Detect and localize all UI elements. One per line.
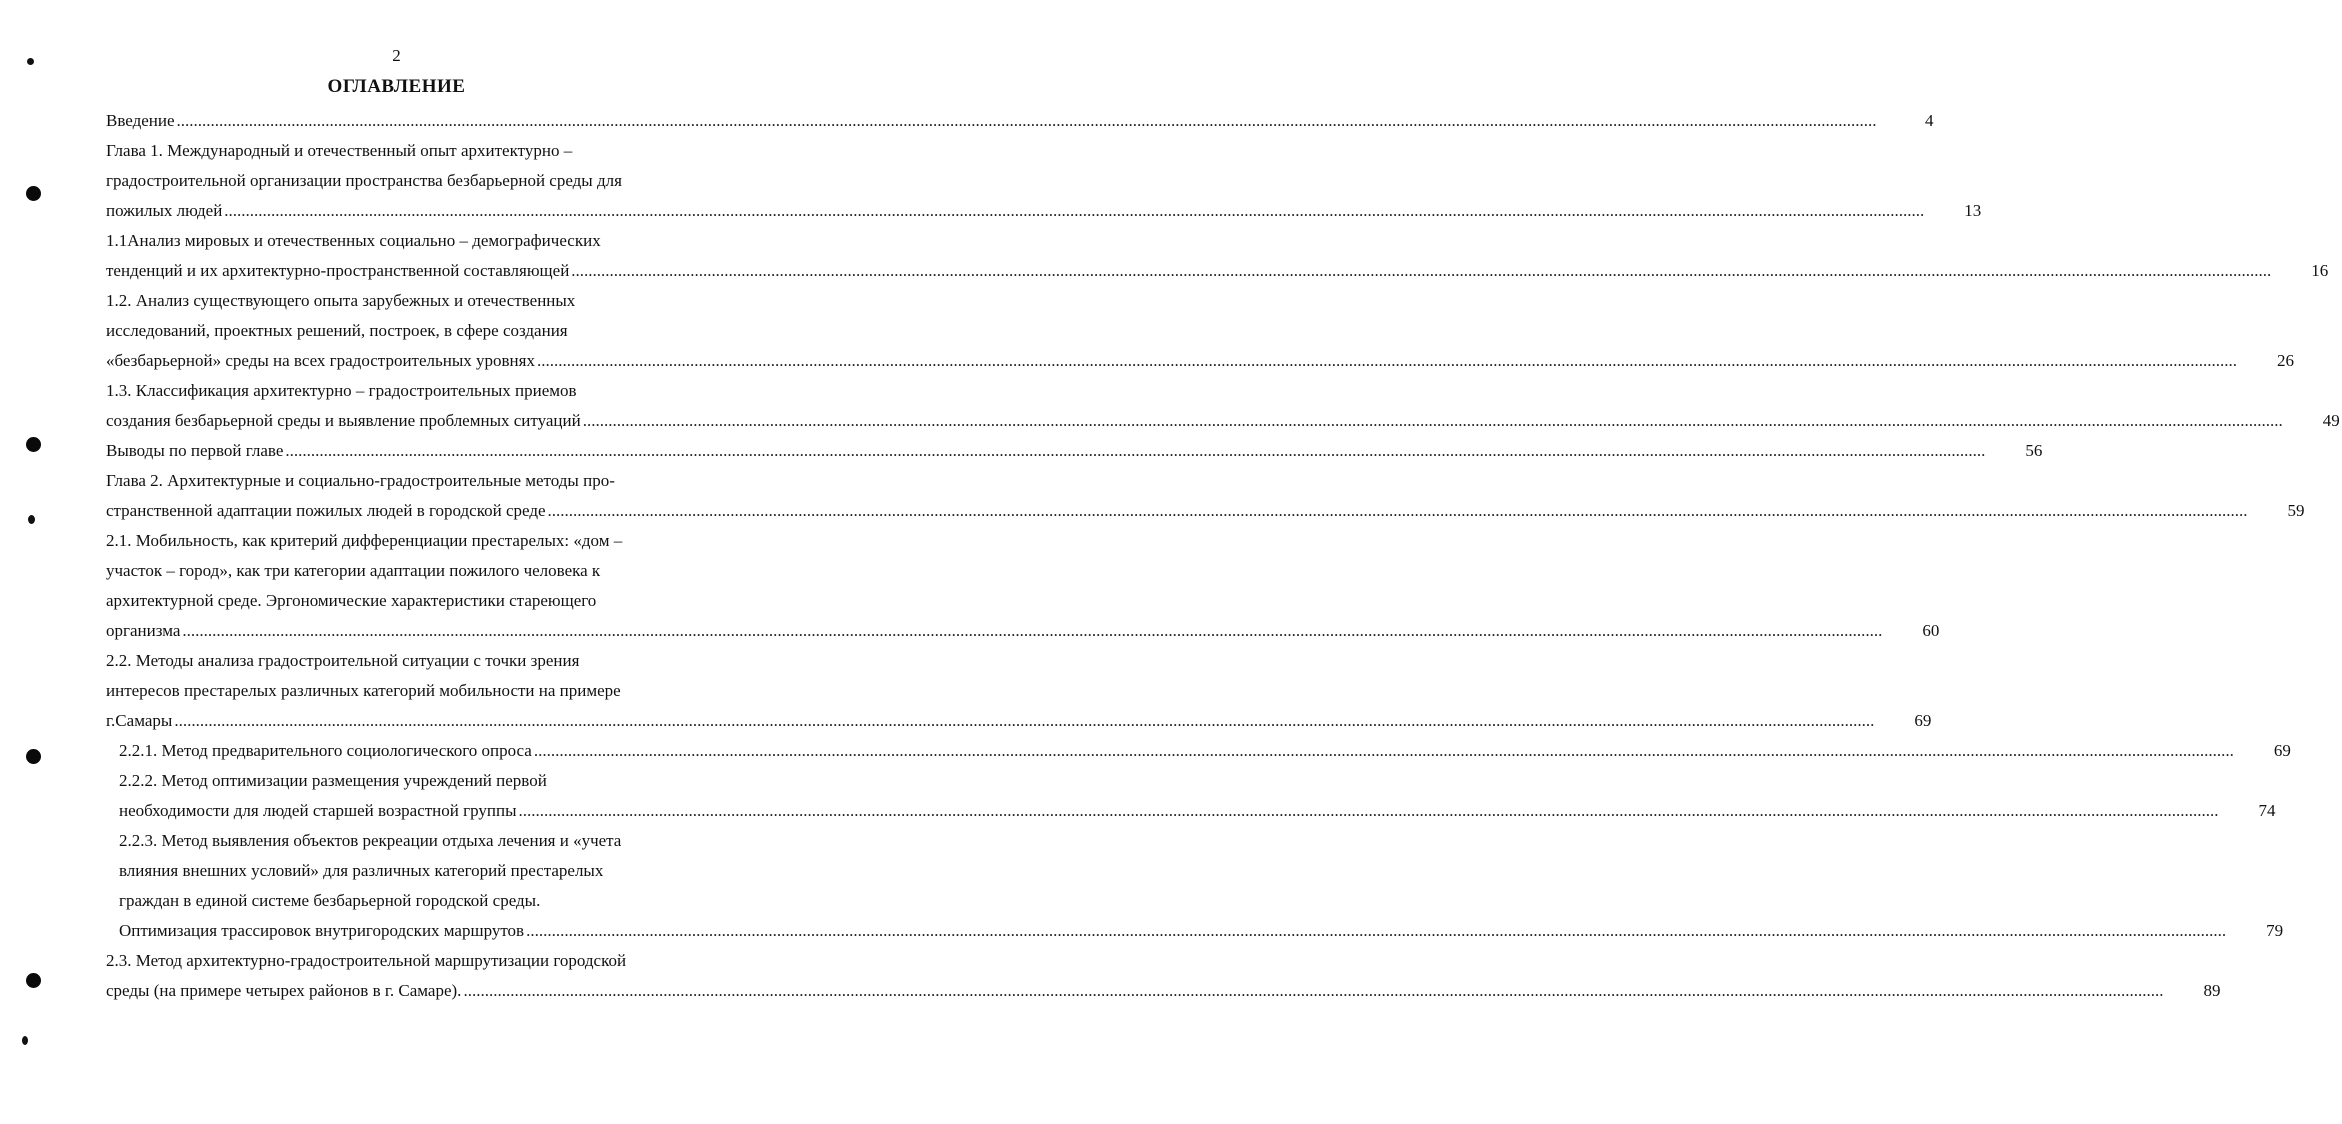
toc-entry-line: 2.1. Мобильность, как критерий дифференциации престарелых: «дом – <box>106 531 623 550</box>
dot-leader: ................................................................................................................................................................................................................................................................................................................................................................................................................ <box>176 111 1877 130</box>
toc-entry-last-line <box>106 616 1940 646</box>
toc-entry-line: 1.2. Анализ существующего опыта зарубежных и отечественных <box>106 291 576 310</box>
toc-entry-title: «безбарьерной» среды на всех градостроительных уровнях <box>106 351 535 370</box>
binding-hole-mark <box>26 973 41 988</box>
dot-leader: ................................................................................................................................................................................................................................................................................................................................................................................................................ <box>463 981 2164 1000</box>
dot-leader: ................................................................................................................................................................................................................................................................................................................................................................................................................ <box>571 261 2272 280</box>
toc-entry-title: Оптимизация трассировок внутригородских маршрутов <box>119 921 525 940</box>
toc-entry-title: создания безбарьерной среды и выявление проблемных ситуаций <box>106 411 581 430</box>
binding-hole-mark <box>26 186 41 201</box>
toc-entry-line: 2.2.2. Метод оптимизации размещения учреждений первой <box>119 771 547 790</box>
toc-page-number: 56 <box>2025 441 2043 460</box>
toc-entry-title: 2.2.1. Метод предварительного социологического опроса <box>119 741 532 760</box>
dot-leader: ................................................................................................................................................................................................................................................................................................................................................................................................................ <box>533 741 2234 760</box>
toc-page-number: 16 <box>2311 261 2329 280</box>
toc-entry-title: Введение <box>106 111 175 130</box>
toc-entry-last-line <box>106 346 2294 376</box>
toc-entry-line: 2.2. Методы анализа градостроительной ситуации с точки зрения <box>106 651 580 670</box>
dot-leader: ................................................................................................................................................................................................................................................................................................................................................................................................................ <box>536 351 2237 370</box>
toc-entry-line: архитектурной среде. Эргономические характеристики стареющего <box>106 591 597 610</box>
toc-entry-line: граждан в единой системе безбарьерной городской среды. <box>119 891 541 910</box>
toc-page-number: 26 <box>2276 351 2294 370</box>
toc-entry <box>106 736 2291 766</box>
dot-leader: ................................................................................................................................................................................................................................................................................................................................................................................................................ <box>174 711 1875 730</box>
toc-entry-line: Глава 2. Архитектурные и социально-градостроительные методы про- <box>106 471 615 490</box>
binding-hole-mark <box>26 749 41 764</box>
toc-entry-last-line <box>119 916 2284 946</box>
table-of-contents <box>106 106 2340 1006</box>
scan-speck <box>28 515 35 524</box>
toc-entry-line: градостроительной организации пространства безбарьерной среды для <box>106 171 622 190</box>
toc-entry-line: 2.3. Метод архитектурно-градостроительной маршрутизации городской <box>106 951 627 970</box>
toc-entry-title: тенденций и их архитектурно-пространственной составляющей <box>106 261 570 280</box>
toc-entry-line: влияния внешних условий» для различных категорий престарелых <box>119 861 604 880</box>
toc-entry <box>106 226 2329 286</box>
toc-page-number: 13 <box>1964 201 1982 220</box>
toc-page-number: 4 <box>1925 111 1934 130</box>
toc-entry-line: 1.3. Классификация архитектурно – градостроительных приемов <box>106 381 577 400</box>
dot-leader: ................................................................................................................................................................................................................................................................................................................................................................................................................ <box>582 411 2283 430</box>
toc-entry-last-line <box>106 436 2043 466</box>
toc-entry <box>106 526 1940 646</box>
toc-page-number: 89 <box>2203 981 2221 1000</box>
toc-entry-last-line <box>106 706 1932 736</box>
toc-entry <box>106 946 2221 1006</box>
scan-speck <box>22 1036 28 1045</box>
toc-entry-last-line <box>106 496 2305 526</box>
toc-page-number: 60 <box>1922 621 1940 640</box>
toc-entry <box>106 436 2043 466</box>
toc-entry-line: участок – город», как три категории адаптации пожилого человека к <box>106 561 601 580</box>
toc-entry-title: среды (на примере четырех районов в г. Самаре). <box>106 981 462 1000</box>
toc-entry-last-line <box>106 976 2221 1006</box>
toc-entry-title: необходимости для людей старшей возрастной группы <box>119 801 517 820</box>
page-title: ОГЛАВЛЕНИЕ <box>327 76 466 97</box>
toc-entry-last-line <box>106 406 2340 436</box>
toc-entry <box>106 136 1982 226</box>
toc-entry <box>106 466 2305 526</box>
toc-entry-title: Выводы по первой главе <box>106 441 284 460</box>
dot-leader: ................................................................................................................................................................................................................................................................................................................................................................................................................ <box>224 201 1925 220</box>
toc-entry-line: 1.1Анализ мировых и отечественных социально – демографических <box>106 231 601 250</box>
toc-page-number: 79 <box>2266 921 2284 940</box>
toc-page-number: 59 <box>2287 501 2305 520</box>
toc-entry <box>106 646 1932 736</box>
dot-leader: ................................................................................................................................................................................................................................................................................................................................................................................................................ <box>518 801 2219 820</box>
toc-entry-title: организма <box>106 621 181 640</box>
toc-entry <box>106 826 2284 946</box>
toc-entry-last-line <box>119 796 2276 826</box>
dot-leader: ................................................................................................................................................................................................................................................................................................................................................................................................................ <box>182 621 1883 640</box>
toc-entry <box>106 376 2340 436</box>
toc-entry-line: 2.2.3. Метод выявления объектов рекреации отдыха лечения и «учета <box>119 831 622 850</box>
toc-entry-line: Глава 1. Международный и отечественный опыт архитектурно – <box>106 141 573 160</box>
toc-entry-last-line <box>106 196 1982 226</box>
toc-page-number: 49 <box>2322 411 2340 430</box>
toc-entry <box>106 766 2276 826</box>
toc-entry-title: г.Самары <box>106 711 173 730</box>
binding-hole-mark <box>26 437 41 452</box>
toc-page-number: 69 <box>1914 711 1932 730</box>
toc-page-number: 74 <box>2258 801 2276 820</box>
toc-entry-last-line <box>106 256 2329 286</box>
toc-page-number: 69 <box>2273 741 2291 760</box>
toc-entry-title: пожилых людей <box>106 201 223 220</box>
toc-entry <box>106 286 2294 376</box>
toc-entry-line: исследований, проектных решений, построек, в сфере создания <box>106 321 568 340</box>
toc-entry-title: странственной адаптации пожилых людей в городской среде <box>106 501 546 520</box>
toc-entry-last-line <box>119 736 2291 766</box>
page-number: 2 <box>392 46 401 65</box>
dot-leader: ................................................................................................................................................................................................................................................................................................................................................................................................................ <box>547 501 2248 520</box>
dot-leader: ................................................................................................................................................................................................................................................................................................................................................................................................................ <box>526 921 2227 940</box>
dot-leader: ................................................................................................................................................................................................................................................................................................................................................................................................................ <box>285 441 1986 460</box>
toc-entry-line: интересов престарелых различных категорий мобильности на примере <box>106 681 621 700</box>
scan-speck <box>27 58 34 65</box>
toc-entry <box>106 106 1934 136</box>
toc-entry-last-line <box>106 106 1934 136</box>
